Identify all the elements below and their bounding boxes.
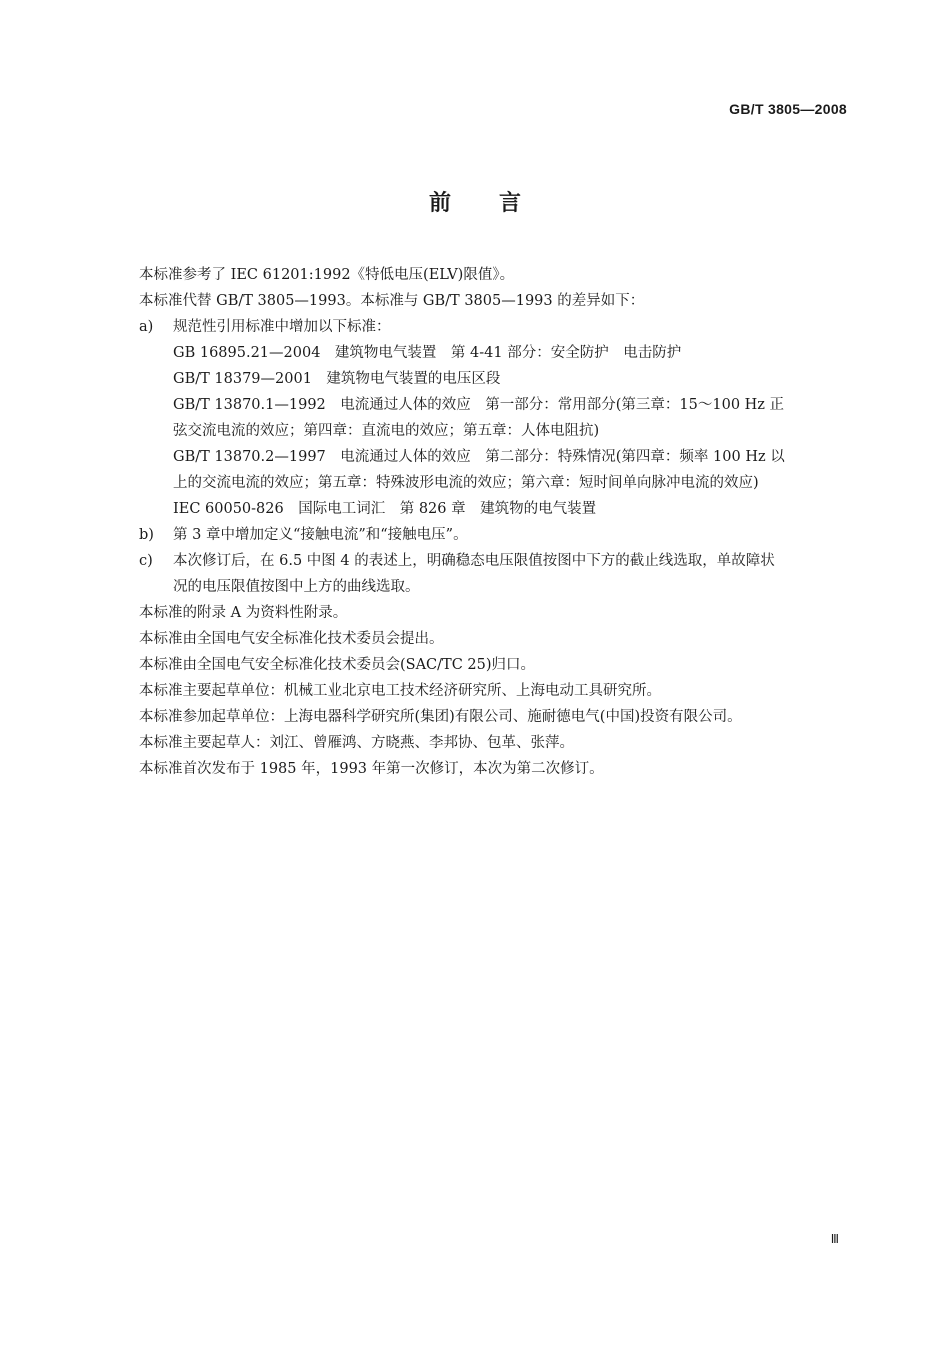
paragraph: 本标准参考了 IEC 61201:1992《特低电压(ELV)限值》。 — [139, 267, 515, 283]
list-item-b — [139, 522, 851, 548]
standard-code: GB/T 3805—2008 — [729, 101, 847, 117]
reference-line: GB/T 13870.1—1992 电流通过人体的效应 第一部分：常用部分(第三章：15～100 Hz 正 — [173, 397, 785, 413]
page-number: Ⅲ — [830, 1232, 838, 1246]
reference-line: IEC 60050-826 国际电工词汇 第 826 章 建筑物的电气装置 — [173, 501, 597, 517]
list-marker: a) — [139, 319, 154, 335]
page-title: 前言 — [428, 191, 569, 216]
paragraph: 本标准由全国电气安全标准化技术委员会(SAC/TC 25)归口。 — [139, 657, 536, 673]
reference-line: GB/T 13870.2—1997 电流通过人体的效应 第二部分：特殊情况(第四章：频率 100 Hz 以 — [173, 449, 785, 465]
paragraph: 本标准的附录 A 为资料性附录。 — [139, 605, 348, 621]
document-body — [139, 262, 851, 782]
list-marker: c) — [139, 553, 153, 569]
paragraph: 本标准主要起草人：刘江、曾雁鸿、方晓燕、李邦协、包革、张萍。 — [139, 735, 574, 751]
paragraph: 本标准首次发布于 1985 年，1993 年第一次修订，本次为第二次修订。 — [139, 761, 604, 777]
paragraph: 本标准由全国电气安全标准化技术委员会提出。 — [139, 631, 444, 647]
list-item-text-continued: 况的电压限值按图中上方的曲线选取。 — [173, 579, 420, 595]
list-item-a — [139, 314, 851, 340]
list-item-c — [139, 548, 851, 574]
list-item-text: 本次修订后，在 6.5 中图 4 的表述上，明确稳态电压限值按图中下方的截止线选取，单故障状 — [173, 553, 775, 569]
reference-line: GB 16895.21—2004 建筑物电气装置 第 4-41 部分：安全防护 电击防护 — [173, 345, 682, 361]
reference-line-continued: 上的交流电流的效应；第五章：特殊波形电流的效应；第六章：短时间单向脉冲电流的效应) — [173, 475, 759, 491]
reference-line: GB/T 18379—2001 建筑物电气装置的电压区段 — [173, 371, 501, 387]
paragraph: 本标准代替 GB/T 3805—1993。本标准与 GB/T 3805—1993 的差异如下： — [139, 293, 645, 309]
list-item-text: 第 3 章中增加定义“接触电流”和“接触电压”。 — [173, 527, 468, 543]
list-item-text: 规范性引用标准中增加以下标准： — [173, 319, 391, 335]
paragraph: 本标准参加起草单位：上海电器科学研究所(集团)有限公司、施耐德电气(中国)投资有限公司。 — [139, 709, 742, 725]
paragraph: 本标准主要起草单位：机械工业北京电工技术经济研究所、上海电动工具研究所。 — [139, 683, 661, 699]
list-marker: b) — [139, 527, 154, 543]
reference-line-continued: 弦交流电流的效应；第四章：直流电的效应；第五章：人体电阻抗) — [173, 423, 600, 439]
